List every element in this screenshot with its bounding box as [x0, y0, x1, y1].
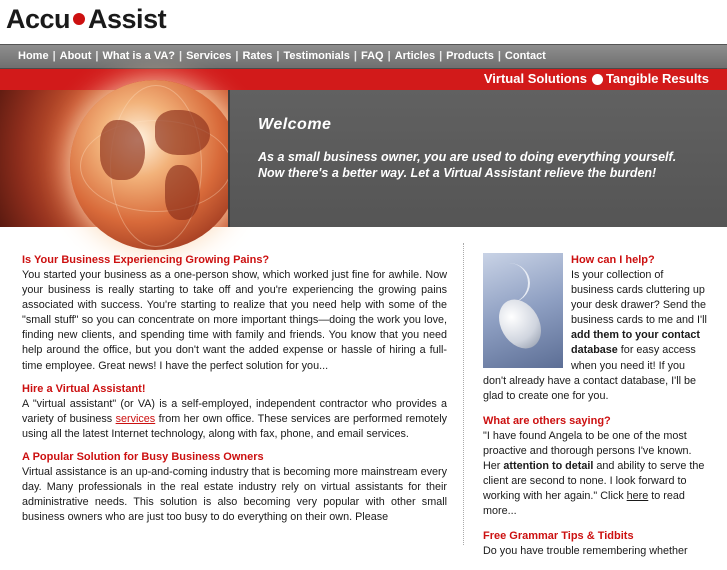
mouse-cord: [488, 263, 530, 303]
nav-faq[interactable]: FAQ: [361, 50, 384, 62]
help-block: [483, 253, 709, 404]
logo-part1: Accu: [6, 4, 71, 34]
section-title-hire-va: Hire a Virtual Assistant!: [22, 382, 146, 395]
nav-rates[interactable]: Rates: [242, 50, 273, 62]
tagline-dot-icon: [592, 74, 603, 85]
nav-products[interactable]: Products: [446, 50, 494, 62]
globe-image: [0, 90, 228, 227]
section-body-growing-pains: You started your business as a one-person show, which worked just fine for awhile. Now your business is really starting to take off and you're experiencing the growing pains associated with success. You're starting to realize that you need help with some of the "small stuff" so you can concentrate on more important things—doing the work you love, finding new clients, and spending time with family and friends. You know that you need help around the office, but you don't want the added expense or hassle of hiring a full-time employee. Great news! I have the perfect solution for you...: [22, 269, 447, 372]
section-body-hire-va: [22, 397, 447, 442]
hire-va-text-a: A "virtual assistant" (or VA) is a self-employed, independent contractor who provides a variety of business: [22, 397, 447, 425]
hire-va-text-b: from her own office. These services are performed remotely using all the latest Internet technology, along with fax, phone, and email services.: [22, 412, 447, 440]
nav-articles[interactable]: Articles: [394, 50, 436, 62]
logo-part2: Assist: [88, 4, 167, 34]
mouse-icon: [491, 292, 550, 356]
help-text-bold: add them to your contact database: [571, 329, 700, 357]
tagline-part2: Tangible Results: [605, 71, 709, 86]
others-title: What are others saying?: [483, 414, 611, 427]
tagline-part1: Virtual Solutions: [483, 71, 587, 86]
section-body-popular-solution: Virtual assistance is an up-and-coming industry that is becoming more mainstream every day. Many professionals in the real estate industry rely on virtual assistants for their administrative needs. This solution is also becoming very popular with other small business owners who are just too busy to do everything on their own. Please: [22, 465, 447, 524]
nav-separator: |: [387, 50, 391, 62]
hero-line-1: As a small business owner, you are used to doing everything yourself.: [258, 150, 677, 164]
hero-title: Welcome: [258, 116, 332, 133]
logo[interactable]: [6, 4, 166, 35]
hero-line-2: Now there's a better way. Let a Virtual Assistant relieve the burden!: [258, 166, 657, 180]
hero-panel: [228, 90, 727, 227]
main-content: [22, 253, 447, 533]
section-title-popular-solution: A Popular Solution for Busy Business Owners: [22, 450, 264, 463]
computer-mouse-image: [483, 253, 563, 368]
read-more-link[interactable]: here: [626, 490, 649, 503]
nav-separator: |: [179, 50, 183, 62]
header: [0, 0, 727, 44]
section-title-growing-pains: Is Your Business Experiencing Growing Pains?: [22, 254, 270, 266]
grammar-title[interactable]: Free Grammar Tips & Tidbits: [483, 530, 634, 543]
nav-what-is-va[interactable]: What is a VA?: [102, 50, 176, 62]
nav-testimonials[interactable]: Testimonials: [283, 50, 350, 62]
sidebar: [483, 253, 709, 570]
testimonial-text-bold: attention to detail: [503, 460, 594, 473]
tagline-banner: [0, 69, 727, 90]
testimonial-text-a: "I have found Angela to be one of the most proactive and thorough persons I've known. Her: [483, 429, 692, 473]
nav-list: [18, 50, 546, 62]
main-nav: [0, 44, 727, 69]
nav-separator: |: [235, 50, 239, 62]
nav-separator: |: [497, 50, 501, 62]
globe-icon: [70, 80, 240, 250]
nav-home[interactable]: Home: [18, 50, 49, 62]
help-text-b: for easy access when you need it! If you don't already have a contact database, I'll be glad to create one for you.: [483, 344, 697, 402]
nav-separator: |: [439, 50, 443, 62]
logo-dot-icon: [73, 13, 85, 25]
nav-separator: |: [95, 50, 99, 62]
testimonial-block: [483, 414, 709, 520]
help-title: How can I help?: [571, 254, 655, 266]
nav-separator: |: [353, 50, 357, 62]
testimonial-text-c: to read more...: [483, 490, 685, 518]
hero-text: [258, 149, 718, 181]
help-text-a: Is your collection of business cards cluttering up your desk drawer? Send the business cards to me and I'll: [571, 269, 707, 327]
nav-separator: |: [276, 50, 280, 62]
nav-about[interactable]: About: [59, 50, 92, 62]
grammar-block: [483, 529, 709, 559]
column-divider: [463, 243, 464, 545]
services-link[interactable]: services: [115, 412, 156, 425]
grammar-text: Do you have trouble remembering whether: [483, 545, 688, 558]
tagline: [484, 71, 709, 86]
testimonial-text-b: and ability to serve the client are second to none. I look forward to working with her again." Click: [483, 460, 705, 503]
nav-separator: |: [52, 50, 56, 62]
testimonial-text: [483, 429, 709, 520]
nav-contact[interactable]: Contact: [504, 50, 546, 62]
nav-services[interactable]: Services: [186, 50, 232, 62]
